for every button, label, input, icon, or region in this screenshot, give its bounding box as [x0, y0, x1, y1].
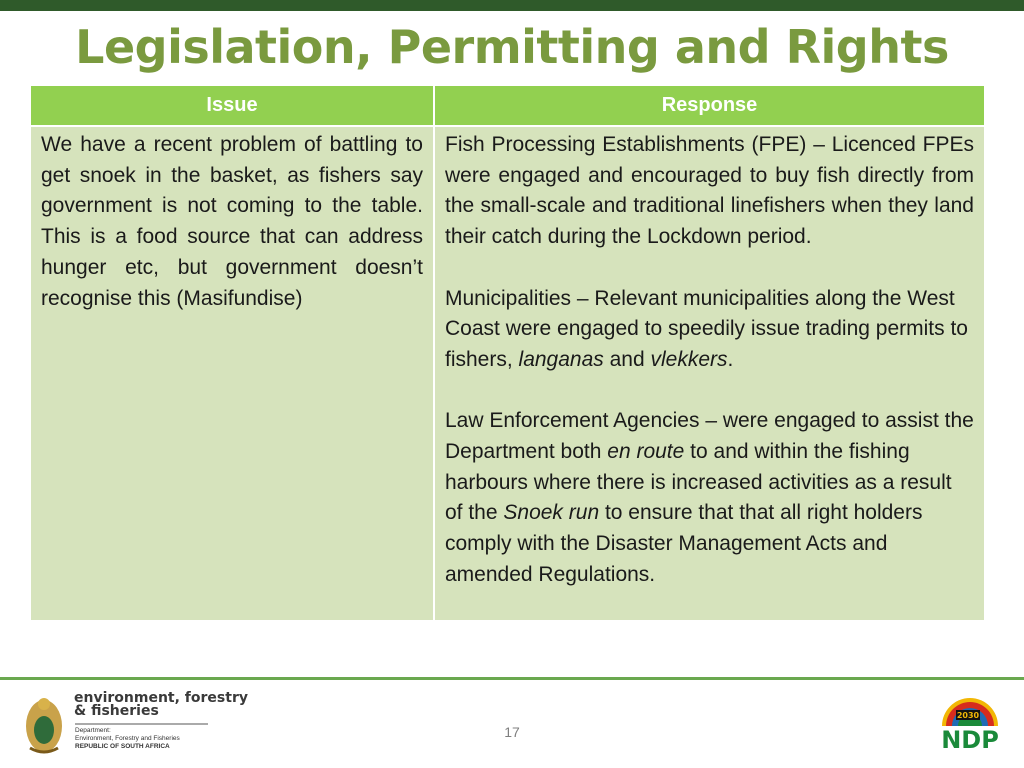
- ndp-2030-logo-icon: [936, 686, 1004, 752]
- footer-divider: [0, 677, 1024, 680]
- issue-header: Issue: [31, 86, 433, 125]
- response-municipalities: Municipalities – Relevant municipalities along the West Coast were engaged to speedily issue trading permits to fishers, langanas and vlekkers.: [445, 286, 968, 371]
- page-number: 17: [504, 724, 520, 740]
- issue-response-table: [31, 86, 984, 620]
- page-title: Legislation, Permitting and Rights: [75, 20, 949, 74]
- svg-text:2030: 2030: [956, 711, 980, 720]
- svg-text:NDP: NDP: [941, 726, 999, 752]
- department-subtitle: Department: Environment, Forestry and Fisheries REPUBLIC OF SOUTH AFRICA: [75, 727, 180, 750]
- response-fpe: Fish Processing Establishments (FPE) – Licenced FPEs were engaged and encouraged to buy fish directly from the small-scale and traditional linefishers when they land their catch during the Lockdown period.: [445, 133, 974, 249]
- department-name: environment, forestry & fisheries: [74, 690, 248, 719]
- issue-cell: We have a recent problem of battling to get snoek in the basket, as fishers say government is not coming to the table. This is a food source that can address hunger etc, but government doesn’t recognise this (Masifundise): [31, 127, 433, 620]
- top-bar: [0, 0, 1024, 11]
- response-header: Response: [435, 86, 984, 125]
- response-cell: [435, 127, 984, 620]
- response-law-enforcement: Law Enforcement Agencies – were engaged to assist the Department both en route to and within the fishing harbours where there is increased activities as a result of the Snoek run to ensure that that all right holders comply with the Disaster Management Acts and amended Regulations.: [445, 409, 974, 586]
